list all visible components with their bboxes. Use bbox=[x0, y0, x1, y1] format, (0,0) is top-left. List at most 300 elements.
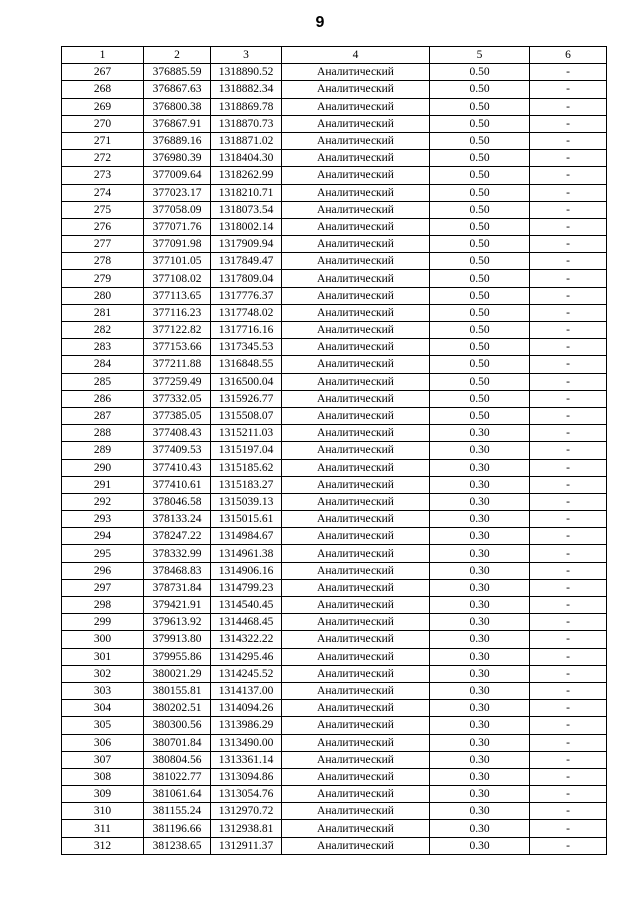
note-cell: - bbox=[530, 768, 607, 785]
y-coordinate-cell: 1313986.29 bbox=[211, 717, 282, 734]
y-coordinate-cell: 1312911.37 bbox=[211, 837, 282, 854]
x-coordinate-cell: 377410.61 bbox=[144, 476, 211, 493]
y-coordinate-cell: 1318404.30 bbox=[211, 150, 282, 167]
x-coordinate-cell: 381022.77 bbox=[144, 768, 211, 785]
x-coordinate-cell: 380155.81 bbox=[144, 682, 211, 699]
method-cell: Аналитический bbox=[282, 528, 430, 545]
accuracy-cell: 0.30 bbox=[430, 803, 530, 820]
x-coordinate-cell: 381155.24 bbox=[144, 803, 211, 820]
accuracy-cell: 0.50 bbox=[430, 115, 530, 132]
method-cell: Аналитический bbox=[282, 665, 430, 682]
y-coordinate-cell: 1314094.26 bbox=[211, 700, 282, 717]
accuracy-cell: 0.30 bbox=[430, 459, 530, 476]
note-cell: - bbox=[530, 339, 607, 356]
method-cell: Аналитический bbox=[282, 562, 430, 579]
table-row bbox=[62, 597, 607, 614]
x-coordinate-cell: 377153.66 bbox=[144, 339, 211, 356]
table-row bbox=[62, 648, 607, 665]
y-coordinate-cell: 1318002.14 bbox=[211, 218, 282, 235]
x-coordinate-cell: 380202.51 bbox=[144, 700, 211, 717]
accuracy-cell: 0.30 bbox=[430, 648, 530, 665]
point-number-cell: 283 bbox=[62, 339, 144, 356]
method-cell: Аналитический bbox=[282, 218, 430, 235]
accuracy-cell: 0.50 bbox=[430, 253, 530, 270]
method-cell: Аналитический bbox=[282, 768, 430, 785]
accuracy-cell: 0.30 bbox=[430, 631, 530, 648]
accuracy-cell: 0.30 bbox=[430, 528, 530, 545]
y-coordinate-cell: 1315197.04 bbox=[211, 442, 282, 459]
y-coordinate-cell: 1314540.45 bbox=[211, 597, 282, 614]
table-row bbox=[62, 201, 607, 218]
x-coordinate-cell: 377410.43 bbox=[144, 459, 211, 476]
note-cell: - bbox=[530, 786, 607, 803]
y-coordinate-cell: 1316848.55 bbox=[211, 356, 282, 373]
accuracy-cell: 0.30 bbox=[430, 476, 530, 493]
method-cell: Аналитический bbox=[282, 339, 430, 356]
y-coordinate-cell: 1314799.23 bbox=[211, 579, 282, 596]
x-coordinate-cell: 378468.83 bbox=[144, 562, 211, 579]
y-coordinate-cell: 1312938.81 bbox=[211, 820, 282, 837]
x-coordinate-cell: 377091.98 bbox=[144, 236, 211, 253]
column-header-1: 1 bbox=[62, 47, 144, 64]
accuracy-cell: 0.50 bbox=[430, 218, 530, 235]
point-number-cell: 306 bbox=[62, 734, 144, 751]
note-cell: - bbox=[530, 64, 607, 81]
x-coordinate-cell: 377409.53 bbox=[144, 442, 211, 459]
note-cell: - bbox=[530, 236, 607, 253]
table-row bbox=[62, 768, 607, 785]
accuracy-cell: 0.50 bbox=[430, 64, 530, 81]
note-cell: - bbox=[530, 597, 607, 614]
table-row bbox=[62, 700, 607, 717]
y-coordinate-cell: 1318210.71 bbox=[211, 184, 282, 201]
y-coordinate-cell: 1314961.38 bbox=[211, 545, 282, 562]
table-header-row bbox=[62, 47, 607, 64]
table-row bbox=[62, 322, 607, 339]
note-cell: - bbox=[530, 98, 607, 115]
note-cell: - bbox=[530, 184, 607, 201]
note-cell: - bbox=[530, 201, 607, 218]
accuracy-cell: 0.50 bbox=[430, 287, 530, 304]
point-number-cell: 281 bbox=[62, 304, 144, 321]
y-coordinate-cell: 1318262.99 bbox=[211, 167, 282, 184]
note-cell: - bbox=[530, 407, 607, 424]
x-coordinate-cell: 377023.17 bbox=[144, 184, 211, 201]
table-row bbox=[62, 751, 607, 768]
point-number-cell: 280 bbox=[62, 287, 144, 304]
point-number-cell: 274 bbox=[62, 184, 144, 201]
y-coordinate-cell: 1314984.67 bbox=[211, 528, 282, 545]
accuracy-cell: 0.50 bbox=[430, 270, 530, 287]
note-cell: - bbox=[530, 304, 607, 321]
table-row bbox=[62, 665, 607, 682]
accuracy-cell: 0.50 bbox=[430, 236, 530, 253]
note-cell: - bbox=[530, 493, 607, 510]
method-cell: Аналитический bbox=[282, 682, 430, 699]
method-cell: Аналитический bbox=[282, 803, 430, 820]
accuracy-cell: 0.30 bbox=[430, 579, 530, 596]
table-row bbox=[62, 81, 607, 98]
x-coordinate-cell: 376867.63 bbox=[144, 81, 211, 98]
accuracy-cell: 0.50 bbox=[430, 81, 530, 98]
y-coordinate-cell: 1317909.94 bbox=[211, 236, 282, 253]
column-header-5: 5 bbox=[430, 47, 530, 64]
point-number-cell: 286 bbox=[62, 390, 144, 407]
point-number-cell: 301 bbox=[62, 648, 144, 665]
point-number-cell: 308 bbox=[62, 768, 144, 785]
method-cell: Аналитический bbox=[282, 184, 430, 201]
y-coordinate-cell: 1314137.00 bbox=[211, 682, 282, 699]
point-number-cell: 292 bbox=[62, 493, 144, 510]
point-number-cell: 273 bbox=[62, 167, 144, 184]
point-number-cell: 311 bbox=[62, 820, 144, 837]
table-row bbox=[62, 64, 607, 81]
method-cell: Аналитический bbox=[282, 304, 430, 321]
x-coordinate-cell: 378046.58 bbox=[144, 493, 211, 510]
accuracy-cell: 0.30 bbox=[430, 751, 530, 768]
method-cell: Аналитический bbox=[282, 201, 430, 218]
method-cell: Аналитический bbox=[282, 167, 430, 184]
coordinates-table bbox=[61, 46, 607, 855]
note-cell: - bbox=[530, 287, 607, 304]
x-coordinate-cell: 377071.76 bbox=[144, 218, 211, 235]
point-number-cell: 268 bbox=[62, 81, 144, 98]
x-coordinate-cell: 377101.05 bbox=[144, 253, 211, 270]
x-coordinate-cell: 380804.56 bbox=[144, 751, 211, 768]
method-cell: Аналитический bbox=[282, 545, 430, 562]
method-cell: Аналитический bbox=[282, 64, 430, 81]
y-coordinate-cell: 1314245.52 bbox=[211, 665, 282, 682]
method-cell: Аналитический bbox=[282, 837, 430, 854]
point-number-cell: 307 bbox=[62, 751, 144, 768]
column-header-3: 3 bbox=[211, 47, 282, 64]
accuracy-cell: 0.30 bbox=[430, 734, 530, 751]
x-coordinate-cell: 379613.92 bbox=[144, 614, 211, 631]
x-coordinate-cell: 377259.49 bbox=[144, 373, 211, 390]
x-coordinate-cell: 377116.23 bbox=[144, 304, 211, 321]
accuracy-cell: 0.50 bbox=[430, 167, 530, 184]
accuracy-cell: 0.50 bbox=[430, 132, 530, 149]
method-cell: Аналитический bbox=[282, 614, 430, 631]
x-coordinate-cell: 377385.05 bbox=[144, 407, 211, 424]
y-coordinate-cell: 1317809.04 bbox=[211, 270, 282, 287]
note-cell: - bbox=[530, 717, 607, 734]
y-coordinate-cell: 1315183.27 bbox=[211, 476, 282, 493]
point-number-cell: 285 bbox=[62, 373, 144, 390]
method-cell: Аналитический bbox=[282, 81, 430, 98]
accuracy-cell: 0.30 bbox=[430, 614, 530, 631]
note-cell: - bbox=[530, 322, 607, 339]
x-coordinate-cell: 380701.84 bbox=[144, 734, 211, 751]
accuracy-cell: 0.30 bbox=[430, 425, 530, 442]
note-cell: - bbox=[530, 511, 607, 528]
y-coordinate-cell: 1315039.13 bbox=[211, 493, 282, 510]
method-cell: Аналитический bbox=[282, 734, 430, 751]
table-row bbox=[62, 356, 607, 373]
accuracy-cell: 0.30 bbox=[430, 562, 530, 579]
accuracy-cell: 0.50 bbox=[430, 304, 530, 321]
table-row bbox=[62, 837, 607, 854]
point-number-cell: 271 bbox=[62, 132, 144, 149]
table-body bbox=[62, 64, 607, 855]
y-coordinate-cell: 1314468.45 bbox=[211, 614, 282, 631]
x-coordinate-cell: 376885.59 bbox=[144, 64, 211, 81]
y-coordinate-cell: 1315185.62 bbox=[211, 459, 282, 476]
note-cell: - bbox=[530, 579, 607, 596]
note-cell: - bbox=[530, 528, 607, 545]
method-cell: Аналитический bbox=[282, 322, 430, 339]
method-cell: Аналитический bbox=[282, 648, 430, 665]
x-coordinate-cell: 379913.80 bbox=[144, 631, 211, 648]
note-cell: - bbox=[530, 700, 607, 717]
table-row bbox=[62, 304, 607, 321]
y-coordinate-cell: 1314322.22 bbox=[211, 631, 282, 648]
note-cell: - bbox=[530, 614, 607, 631]
point-number-cell: 279 bbox=[62, 270, 144, 287]
note-cell: - bbox=[530, 115, 607, 132]
note-cell: - bbox=[530, 167, 607, 184]
accuracy-cell: 0.30 bbox=[430, 717, 530, 734]
page-number: 9 bbox=[315, 14, 325, 31]
point-number-cell: 305 bbox=[62, 717, 144, 734]
accuracy-cell: 0.30 bbox=[430, 820, 530, 837]
method-cell: Аналитический bbox=[282, 236, 430, 253]
y-coordinate-cell: 1318890.52 bbox=[211, 64, 282, 81]
method-cell: Аналитический bbox=[282, 786, 430, 803]
table-row bbox=[62, 562, 607, 579]
method-cell: Аналитический bbox=[282, 442, 430, 459]
note-cell: - bbox=[530, 837, 607, 854]
y-coordinate-cell: 1317748.02 bbox=[211, 304, 282, 321]
table-row bbox=[62, 373, 607, 390]
note-cell: - bbox=[530, 734, 607, 751]
note-cell: - bbox=[530, 218, 607, 235]
point-number-cell: 278 bbox=[62, 253, 144, 270]
y-coordinate-cell: 1318882.34 bbox=[211, 81, 282, 98]
x-coordinate-cell: 377058.09 bbox=[144, 201, 211, 218]
accuracy-cell: 0.30 bbox=[430, 511, 530, 528]
y-coordinate-cell: 1313361.14 bbox=[211, 751, 282, 768]
accuracy-cell: 0.30 bbox=[430, 442, 530, 459]
accuracy-cell: 0.30 bbox=[430, 665, 530, 682]
note-cell: - bbox=[530, 132, 607, 149]
note-cell: - bbox=[530, 390, 607, 407]
y-coordinate-cell: 1318870.73 bbox=[211, 115, 282, 132]
accuracy-cell: 0.50 bbox=[430, 322, 530, 339]
x-coordinate-cell: 376800.38 bbox=[144, 98, 211, 115]
accuracy-cell: 0.50 bbox=[430, 407, 530, 424]
table-row bbox=[62, 803, 607, 820]
accuracy-cell: 0.30 bbox=[430, 786, 530, 803]
table-row bbox=[62, 339, 607, 356]
method-cell: Аналитический bbox=[282, 98, 430, 115]
x-coordinate-cell: 376889.16 bbox=[144, 132, 211, 149]
point-number-cell: 293 bbox=[62, 511, 144, 528]
point-number-cell: 300 bbox=[62, 631, 144, 648]
table-row bbox=[62, 545, 607, 562]
x-coordinate-cell: 377211.88 bbox=[144, 356, 211, 373]
method-cell: Аналитический bbox=[282, 820, 430, 837]
x-coordinate-cell: 377108.02 bbox=[144, 270, 211, 287]
table-row bbox=[62, 270, 607, 287]
x-coordinate-cell: 377009.64 bbox=[144, 167, 211, 184]
point-number-cell: 289 bbox=[62, 442, 144, 459]
y-coordinate-cell: 1313054.76 bbox=[211, 786, 282, 803]
y-coordinate-cell: 1313094.86 bbox=[211, 768, 282, 785]
accuracy-cell: 0.30 bbox=[430, 493, 530, 510]
x-coordinate-cell: 378133.24 bbox=[144, 511, 211, 528]
accuracy-cell: 0.50 bbox=[430, 201, 530, 218]
point-number-cell: 284 bbox=[62, 356, 144, 373]
x-coordinate-cell: 379955.86 bbox=[144, 648, 211, 665]
accuracy-cell: 0.50 bbox=[430, 150, 530, 167]
table-row bbox=[62, 820, 607, 837]
x-coordinate-cell: 378731.84 bbox=[144, 579, 211, 596]
method-cell: Аналитический bbox=[282, 132, 430, 149]
accuracy-cell: 0.30 bbox=[430, 682, 530, 699]
point-number-cell: 312 bbox=[62, 837, 144, 854]
x-coordinate-cell: 379421.91 bbox=[144, 597, 211, 614]
note-cell: - bbox=[530, 665, 607, 682]
note-cell: - bbox=[530, 373, 607, 390]
method-cell: Аналитический bbox=[282, 459, 430, 476]
point-number-cell: 272 bbox=[62, 150, 144, 167]
note-cell: - bbox=[530, 81, 607, 98]
method-cell: Аналитический bbox=[282, 150, 430, 167]
table-row bbox=[62, 631, 607, 648]
y-coordinate-cell: 1317345.53 bbox=[211, 339, 282, 356]
table-row bbox=[62, 682, 607, 699]
y-coordinate-cell: 1312970.72 bbox=[211, 803, 282, 820]
y-coordinate-cell: 1315015.61 bbox=[211, 511, 282, 528]
table-row bbox=[62, 150, 607, 167]
note-cell: - bbox=[530, 150, 607, 167]
table-row bbox=[62, 459, 607, 476]
y-coordinate-cell: 1313490.00 bbox=[211, 734, 282, 751]
method-cell: Аналитический bbox=[282, 287, 430, 304]
note-cell: - bbox=[530, 425, 607, 442]
accuracy-cell: 0.50 bbox=[430, 98, 530, 115]
accuracy-cell: 0.50 bbox=[430, 184, 530, 201]
accuracy-cell: 0.50 bbox=[430, 373, 530, 390]
method-cell: Аналитический bbox=[282, 270, 430, 287]
point-number-cell: 302 bbox=[62, 665, 144, 682]
method-cell: Аналитический bbox=[282, 751, 430, 768]
accuracy-cell: 0.30 bbox=[430, 597, 530, 614]
column-header-2: 2 bbox=[144, 47, 211, 64]
point-number-cell: 294 bbox=[62, 528, 144, 545]
accuracy-cell: 0.50 bbox=[430, 356, 530, 373]
point-number-cell: 290 bbox=[62, 459, 144, 476]
table-row bbox=[62, 493, 607, 510]
table-row bbox=[62, 528, 607, 545]
table-row bbox=[62, 442, 607, 459]
method-cell: Аналитический bbox=[282, 253, 430, 270]
method-cell: Аналитический bbox=[282, 356, 430, 373]
method-cell: Аналитический bbox=[282, 717, 430, 734]
method-cell: Аналитический bbox=[282, 115, 430, 132]
table-row bbox=[62, 287, 607, 304]
table-row bbox=[62, 511, 607, 528]
y-coordinate-cell: 1318073.54 bbox=[211, 201, 282, 218]
point-number-cell: 287 bbox=[62, 407, 144, 424]
column-header-4: 4 bbox=[282, 47, 430, 64]
method-cell: Аналитический bbox=[282, 700, 430, 717]
x-coordinate-cell: 381061.64 bbox=[144, 786, 211, 803]
method-cell: Аналитический bbox=[282, 597, 430, 614]
point-number-cell: 269 bbox=[62, 98, 144, 115]
y-coordinate-cell: 1315926.77 bbox=[211, 390, 282, 407]
note-cell: - bbox=[530, 545, 607, 562]
y-coordinate-cell: 1314295.46 bbox=[211, 648, 282, 665]
method-cell: Аналитический bbox=[282, 390, 430, 407]
note-cell: - bbox=[530, 270, 607, 287]
point-number-cell: 296 bbox=[62, 562, 144, 579]
note-cell: - bbox=[530, 476, 607, 493]
y-coordinate-cell: 1317716.16 bbox=[211, 322, 282, 339]
table-row bbox=[62, 253, 607, 270]
note-cell: - bbox=[530, 803, 607, 820]
y-coordinate-cell: 1315211.03 bbox=[211, 425, 282, 442]
table-row bbox=[62, 614, 607, 631]
accuracy-cell: 0.30 bbox=[430, 700, 530, 717]
table-row bbox=[62, 167, 607, 184]
point-number-cell: 270 bbox=[62, 115, 144, 132]
point-number-cell: 288 bbox=[62, 425, 144, 442]
accuracy-cell: 0.30 bbox=[430, 545, 530, 562]
note-cell: - bbox=[530, 631, 607, 648]
y-coordinate-cell: 1317849.47 bbox=[211, 253, 282, 270]
y-coordinate-cell: 1317776.37 bbox=[211, 287, 282, 304]
note-cell: - bbox=[530, 562, 607, 579]
x-coordinate-cell: 380021.29 bbox=[144, 665, 211, 682]
y-coordinate-cell: 1315508.07 bbox=[211, 407, 282, 424]
y-coordinate-cell: 1318869.78 bbox=[211, 98, 282, 115]
point-number-cell: 275 bbox=[62, 201, 144, 218]
table-row bbox=[62, 476, 607, 493]
note-cell: - bbox=[530, 356, 607, 373]
table-row bbox=[62, 390, 607, 407]
table-row bbox=[62, 786, 607, 803]
table-row bbox=[62, 579, 607, 596]
x-coordinate-cell: 381196.66 bbox=[144, 820, 211, 837]
note-cell: - bbox=[530, 648, 607, 665]
accuracy-cell: 0.50 bbox=[430, 339, 530, 356]
method-cell: Аналитический bbox=[282, 579, 430, 596]
y-coordinate-cell: 1314906.16 bbox=[211, 562, 282, 579]
note-cell: - bbox=[530, 682, 607, 699]
x-coordinate-cell: 377122.82 bbox=[144, 322, 211, 339]
point-number-cell: 310 bbox=[62, 803, 144, 820]
table-row bbox=[62, 218, 607, 235]
method-cell: Аналитический bbox=[282, 425, 430, 442]
x-coordinate-cell: 381238.65 bbox=[144, 837, 211, 854]
table-row bbox=[62, 236, 607, 253]
method-cell: Аналитический bbox=[282, 407, 430, 424]
point-number-cell: 291 bbox=[62, 476, 144, 493]
method-cell: Аналитический bbox=[282, 476, 430, 493]
x-coordinate-cell: 377113.65 bbox=[144, 287, 211, 304]
method-cell: Аналитический bbox=[282, 373, 430, 390]
point-number-cell: 297 bbox=[62, 579, 144, 596]
method-cell: Аналитический bbox=[282, 631, 430, 648]
table-row bbox=[62, 734, 607, 751]
table-row bbox=[62, 115, 607, 132]
point-number-cell: 276 bbox=[62, 218, 144, 235]
x-coordinate-cell: 377408.43 bbox=[144, 425, 211, 442]
table-row bbox=[62, 184, 607, 201]
y-coordinate-cell: 1316500.04 bbox=[211, 373, 282, 390]
